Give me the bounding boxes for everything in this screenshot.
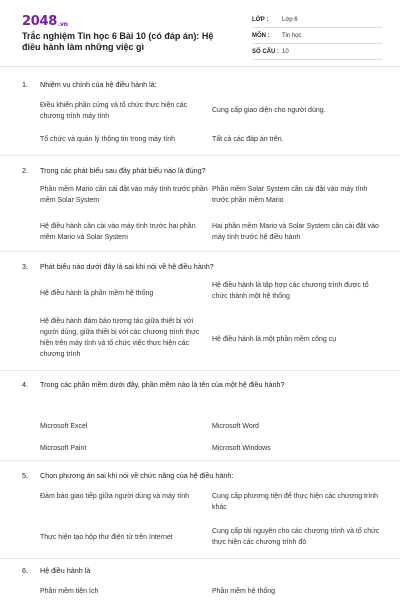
header <box>0 0 400 62</box>
meta-value: Tin học <box>282 32 302 39</box>
meta-key: MÔN : <box>252 32 270 39</box>
option-c[interactable]: Hệ điều hành đảm bảo tương tác giữa thiết bị với người dùng, giữa thiết bị với các chương trình thực hiện trên máy tính và tổ chức việc thực hiện các chương trình <box>40 318 200 358</box>
question-text: Trong các phần mềm dưới đây, phần mềm nào là tên của một hệ điều hành? <box>40 380 285 389</box>
question-text: Nhiệm vụ chính của hệ điều hành là: <box>40 80 157 89</box>
option-b[interactable]: Microsoft Word <box>212 423 259 430</box>
meta-row-class <box>252 12 382 28</box>
option-b[interactable]: Hệ điều hành là tập hợp các chương trình được tổ chức thành một hệ thống <box>212 282 369 300</box>
option-d[interactable]: Hệ điều hành là một phần mềm công cụ <box>212 336 337 343</box>
option-a[interactable]: Điều khiển phần cứng và tổ chức thực hiện các chương trình máy tính <box>40 102 188 120</box>
option-a[interactable]: Hệ điều hành là phần mềm hệ thống <box>40 290 154 297</box>
brand-logo[interactable] <box>22 14 68 29</box>
meta-key: SỐ CÂU : <box>252 48 279 55</box>
option-a[interactable]: Phần mềm Mario cần cài đặt vào máy tính trước phần mềm Solar System <box>40 186 208 204</box>
option-b[interactable]: Cung cấp phương tiện để thực hiện các chương trình khác <box>212 493 379 511</box>
question-number: 5. <box>22 471 28 480</box>
question-text: Hệ điều hành là <box>40 566 91 575</box>
option-b[interactable]: Phần mềm hệ thống <box>212 588 276 595</box>
question-text: Phát biểu nào dưới đây là sai khi nói về hệ điều hành? <box>40 262 214 271</box>
question-separator <box>0 460 400 461</box>
meta-key: LỚP : <box>252 16 269 23</box>
option-d[interactable]: Cung cấp tài nguyên cho các chương trình và tổ chức thực hiện các chương trình đó <box>212 528 380 546</box>
option-a[interactable]: Microsoft Excel <box>40 423 88 430</box>
question-number: 2. <box>22 166 28 175</box>
option-d[interactable]: Hai phần mềm Mario và Solar System cần cài đặt vào máy tính trước hệ điều hành <box>212 223 379 241</box>
question-separator <box>0 558 400 559</box>
question-number: 6. <box>22 566 28 575</box>
question-separator <box>0 370 400 371</box>
option-d[interactable]: Microsoft Windows <box>212 445 271 452</box>
question-number: 3. <box>22 262 28 271</box>
option-a[interactable]: Đảm bảo giao tiếp giữa người dùng và máy tính <box>40 493 189 500</box>
meta-row-subject <box>252 28 382 44</box>
meta-value: 10 <box>282 48 289 55</box>
option-c[interactable]: Tổ chức và quản lý thông tin trong máy tính <box>40 136 176 143</box>
question-text: Trong các phát biểu sau đây phát biểu nào là đúng? <box>40 166 206 175</box>
question-text: Chọn phương án sai khi nói về chức năng của hệ điều hành: <box>40 471 234 480</box>
question-number: 1. <box>22 80 28 89</box>
document-title: Trắc nghiệm Tin học 6 Bài 10 (có đáp án): Hệ điều hành làm những việc gì <box>22 31 214 52</box>
header-divider <box>0 66 400 67</box>
question-separator <box>0 155 400 156</box>
question-separator <box>0 251 400 252</box>
option-a[interactable]: Phần mềm tiện ích <box>40 588 99 595</box>
logo-main: 2048 <box>22 14 57 29</box>
meta-value: Lớp 6 <box>282 16 298 23</box>
option-b[interactable]: Phần mềm Solar System cần cài đặt vào máy tính trước phần mềm Mario <box>212 186 368 204</box>
meta-row-count <box>252 44 382 60</box>
meta-table <box>252 12 382 60</box>
logo-suffix: .vn <box>57 21 68 28</box>
question-number: 4. <box>22 380 28 389</box>
option-d[interactable]: Tất cả các đáp án trên. <box>212 136 284 143</box>
option-c[interactable]: Hệ điều hành cần cài vào máy tính trước hai phần mềm Mario và Solar System <box>40 223 196 241</box>
option-c[interactable]: Thực hiện tạo hộp thư điện tử trên Internet <box>40 534 173 541</box>
option-c[interactable]: Microsoft Paint <box>40 445 87 452</box>
option-b[interactable]: Cung cấp giao diện cho người dùng. <box>212 107 326 114</box>
